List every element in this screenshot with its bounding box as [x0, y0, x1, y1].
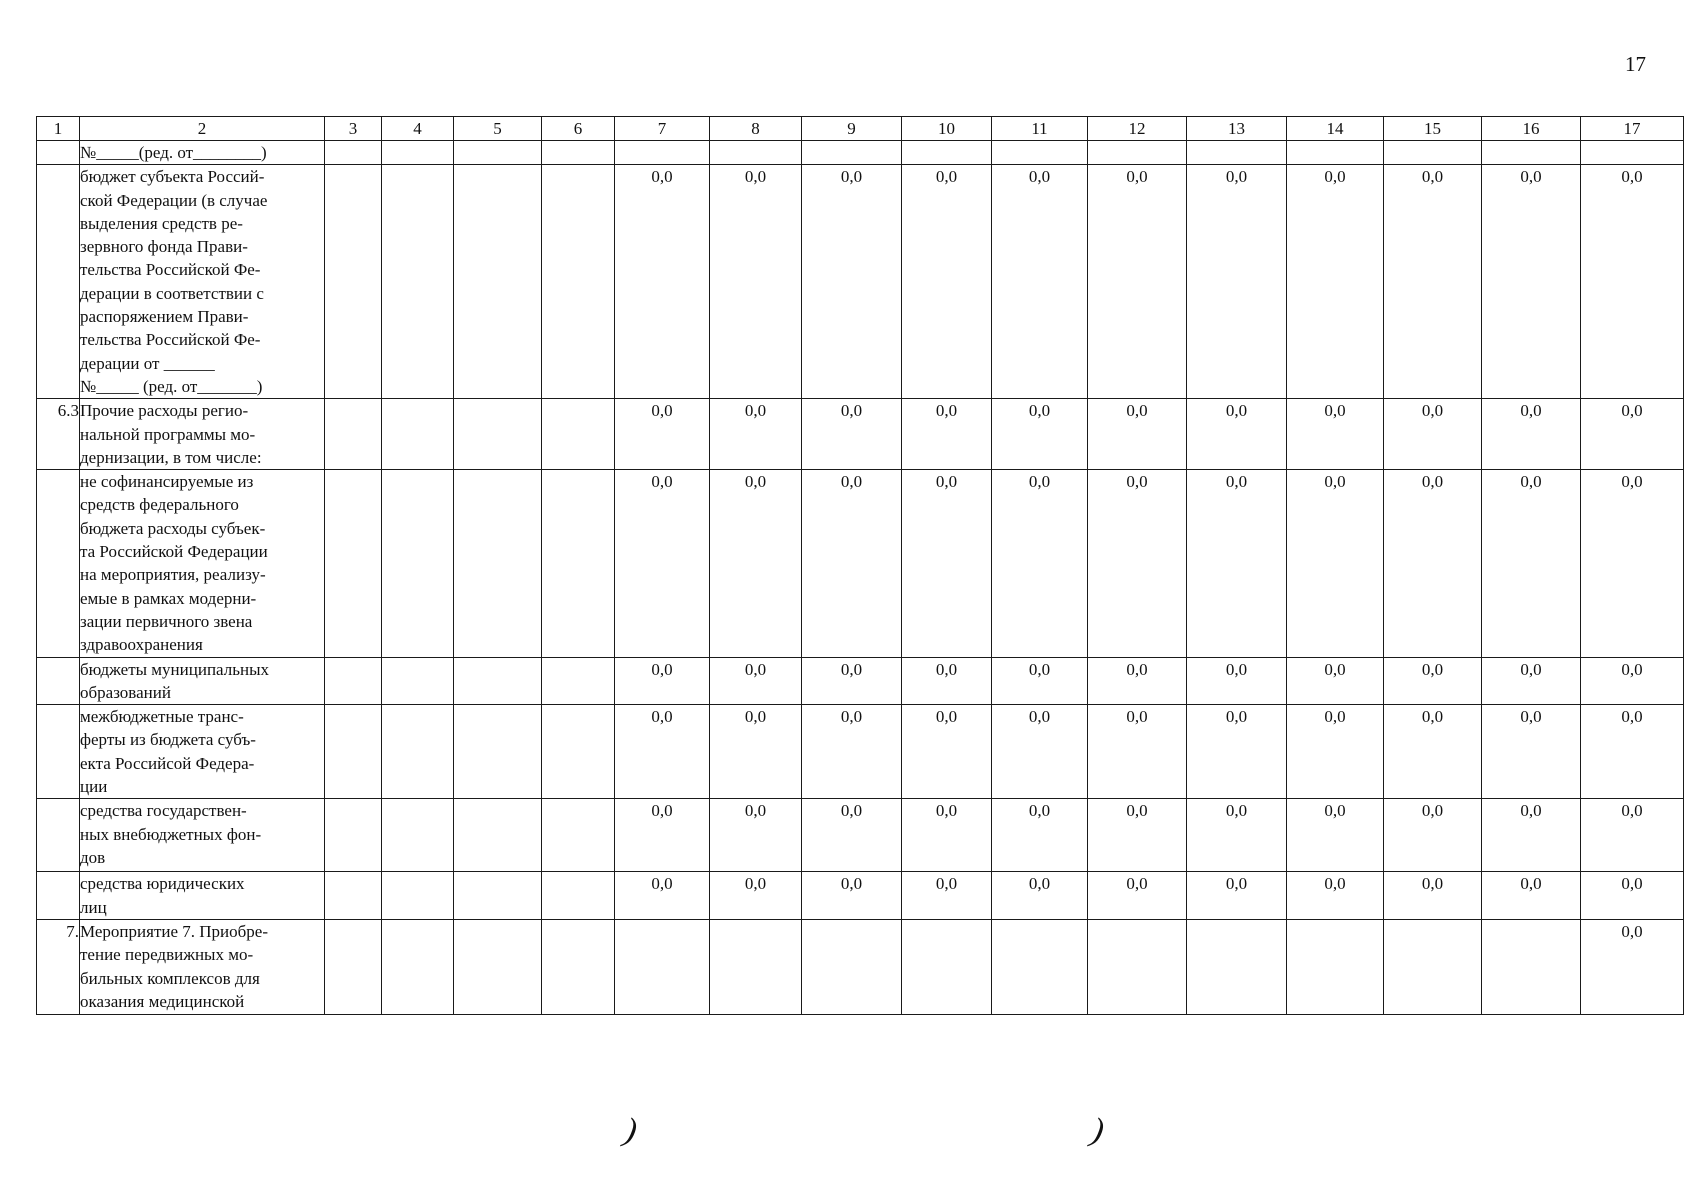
- column-header: 4: [382, 117, 454, 141]
- table-row: [37, 470, 1684, 657]
- value-cell: 0,0: [1581, 470, 1684, 657]
- value-cell: [382, 919, 454, 1014]
- value-cell: 0,0: [1187, 705, 1287, 799]
- value-cell: [1088, 141, 1187, 165]
- value-cell: [382, 872, 454, 920]
- column-header: 1: [37, 117, 80, 141]
- value-cell: 0,0: [615, 657, 710, 705]
- row-label-cell: не софинансируемые из средств федерального бюджета расходы субъек- та Российской Федерации на мероприятия, реализу- емые в рамках модерни- зации первичного звена здравоохранения: [80, 470, 325, 657]
- column-header: 16: [1482, 117, 1581, 141]
- column-header: 14: [1287, 117, 1384, 141]
- value-cell: 0,0: [710, 470, 802, 657]
- value-cell: 0,0: [1187, 399, 1287, 470]
- value-cell: [902, 141, 992, 165]
- column-header-row: [37, 117, 1684, 141]
- column-header: 8: [710, 117, 802, 141]
- value-cell: 0,0: [1187, 799, 1287, 872]
- value-cell: 0,0: [615, 165, 710, 399]
- value-cell: 0,0: [1088, 657, 1187, 705]
- value-cell: 0,0: [802, 399, 902, 470]
- value-cell: [1088, 919, 1187, 1014]
- value-cell: [325, 705, 382, 799]
- row-index-cell: 6.3: [37, 399, 80, 470]
- table-body: [37, 117, 1684, 1015]
- value-cell: [1384, 919, 1482, 1014]
- value-cell: 0,0: [1482, 872, 1581, 920]
- value-cell: [325, 657, 382, 705]
- column-header: 5: [454, 117, 542, 141]
- value-cell: [325, 799, 382, 872]
- value-cell: [1287, 141, 1384, 165]
- value-cell: [542, 657, 615, 705]
- value-cell: 0,0: [1384, 399, 1482, 470]
- value-cell: 0,0: [710, 872, 802, 920]
- column-header: 13: [1187, 117, 1287, 141]
- scan-artifact-mark: ): [1088, 1111, 1108, 1150]
- value-cell: [325, 141, 382, 165]
- value-cell: [1187, 141, 1287, 165]
- value-cell: [542, 141, 615, 165]
- value-cell: 0,0: [1287, 399, 1384, 470]
- value-cell: 0,0: [1287, 799, 1384, 872]
- value-cell: 0,0: [1384, 799, 1482, 872]
- row-index-cell: [37, 705, 80, 799]
- value-cell: [802, 919, 902, 1014]
- value-cell: 0,0: [902, 165, 992, 399]
- value-cell: 0,0: [710, 657, 802, 705]
- value-cell: 0,0: [992, 705, 1088, 799]
- row-label-cell: Мероприятие 7. Приобре- тение передвижных мо- бильных комплексов для оказания медицинской: [80, 919, 325, 1014]
- value-cell: [382, 165, 454, 399]
- value-cell: 0,0: [1482, 399, 1581, 470]
- value-cell: [542, 165, 615, 399]
- table-row: [37, 165, 1684, 399]
- value-cell: [802, 141, 902, 165]
- value-cell: 0,0: [1287, 872, 1384, 920]
- value-cell: 0,0: [1581, 657, 1684, 705]
- value-cell: 0,0: [802, 470, 902, 657]
- value-cell: [382, 657, 454, 705]
- value-cell: [992, 141, 1088, 165]
- value-cell: 0,0: [1384, 165, 1482, 399]
- value-cell: 0,0: [902, 705, 992, 799]
- column-header: 11: [992, 117, 1088, 141]
- value-cell: [454, 141, 542, 165]
- value-cell: 0,0: [1581, 872, 1684, 920]
- value-cell: 0,0: [710, 399, 802, 470]
- value-cell: [542, 799, 615, 872]
- value-cell: 0,0: [1088, 705, 1187, 799]
- value-cell: 0,0: [710, 799, 802, 872]
- value-cell: 0,0: [710, 165, 802, 399]
- value-cell: 0,0: [1482, 657, 1581, 705]
- row-index-cell: [37, 872, 80, 920]
- value-cell: [454, 165, 542, 399]
- value-cell: [615, 919, 710, 1014]
- value-cell: 0,0: [1581, 705, 1684, 799]
- value-cell: 0,0: [902, 872, 992, 920]
- row-label-cell: №_____(ред. от________): [80, 141, 325, 165]
- table-row: [37, 919, 1684, 1014]
- column-header: 15: [1384, 117, 1482, 141]
- value-cell: [454, 470, 542, 657]
- value-cell: [1384, 141, 1482, 165]
- value-cell: 0,0: [1384, 872, 1482, 920]
- row-label-cell: Прочие расходы регио- нальной программы мо- дернизации, в том числе:: [80, 399, 325, 470]
- value-cell: 0,0: [992, 872, 1088, 920]
- value-cell: 0,0: [1187, 657, 1287, 705]
- row-label-cell: бюджет субъекта Россий- ской Федерации (в случае выделения средств ре- зервного фонда Прави- тельства Российской Фе- дерации в соответствии с распоряжением Прави- тельства Российской Фе- дерации от ______ №_____ (ред. от_______): [80, 165, 325, 399]
- value-cell: 0,0: [615, 799, 710, 872]
- value-cell: [1581, 141, 1684, 165]
- value-cell: 0,0: [1088, 799, 1187, 872]
- table-row: [37, 141, 1684, 165]
- value-cell: 0,0: [1088, 165, 1187, 399]
- value-cell: [615, 141, 710, 165]
- value-cell: [542, 872, 615, 920]
- page-number: 17: [1625, 52, 1646, 76]
- value-cell: [710, 141, 802, 165]
- value-cell: 0,0: [992, 657, 1088, 705]
- value-cell: 0,0: [992, 799, 1088, 872]
- value-cell: 0,0: [615, 705, 710, 799]
- value-cell: 0,0: [1088, 470, 1187, 657]
- value-cell: 0,0: [1187, 165, 1287, 399]
- value-cell: 0,0: [1482, 799, 1581, 872]
- value-cell: 0,0: [802, 657, 902, 705]
- table-row: [37, 705, 1684, 799]
- value-cell: [454, 657, 542, 705]
- value-cell: 0,0: [1187, 470, 1287, 657]
- table-row: [37, 799, 1684, 872]
- column-header: 6: [542, 117, 615, 141]
- row-index-cell: [37, 470, 80, 657]
- budget-table: [36, 116, 1684, 1015]
- value-cell: [992, 919, 1088, 1014]
- value-cell: 0,0: [992, 470, 1088, 657]
- value-cell: 0,0: [902, 657, 992, 705]
- value-cell: 0,0: [1088, 399, 1187, 470]
- value-cell: [454, 705, 542, 799]
- row-label-cell: средства государствен- ных внебюджетных фон- дов: [80, 799, 325, 872]
- value-cell: 0,0: [1287, 470, 1384, 657]
- row-label-cell: средства юридических лиц: [80, 872, 325, 920]
- value-cell: [1187, 919, 1287, 1014]
- column-header: 3: [325, 117, 382, 141]
- value-cell: 0,0: [802, 165, 902, 399]
- value-cell: 0,0: [1287, 657, 1384, 705]
- value-cell: 0,0: [902, 799, 992, 872]
- value-cell: [542, 705, 615, 799]
- value-cell: [382, 799, 454, 872]
- value-cell: 0,0: [615, 399, 710, 470]
- table-row: [37, 399, 1684, 470]
- row-index-cell: 7.: [37, 919, 80, 1014]
- value-cell: 0,0: [1384, 657, 1482, 705]
- value-cell: 0,0: [1482, 165, 1581, 399]
- row-label-cell: бюджеты муниципальных образований: [80, 657, 325, 705]
- row-index-cell: [37, 799, 80, 872]
- value-cell: [325, 399, 382, 470]
- value-cell: 0,0: [802, 872, 902, 920]
- value-cell: [382, 141, 454, 165]
- value-cell: 0,0: [1187, 872, 1287, 920]
- column-header: 17: [1581, 117, 1684, 141]
- value-cell: 0,0: [615, 872, 710, 920]
- value-cell: 0,0: [1581, 799, 1684, 872]
- value-cell: 0,0: [802, 799, 902, 872]
- value-cell: 0,0: [992, 399, 1088, 470]
- value-cell: [902, 919, 992, 1014]
- scan-artifact-mark: ): [621, 1111, 641, 1150]
- value-cell: 0,0: [1287, 165, 1384, 399]
- value-cell: 0,0: [615, 470, 710, 657]
- value-cell: [325, 872, 382, 920]
- value-cell: [325, 470, 382, 657]
- table-row: [37, 657, 1684, 705]
- value-cell: [1482, 919, 1581, 1014]
- value-cell: 0,0: [1581, 399, 1684, 470]
- row-index-cell: [37, 165, 80, 399]
- column-header: 7: [615, 117, 710, 141]
- value-cell: 0,0: [710, 705, 802, 799]
- table-row: [37, 872, 1684, 920]
- value-cell: [542, 919, 615, 1014]
- value-cell: 0,0: [992, 165, 1088, 399]
- value-cell: [542, 470, 615, 657]
- column-header: 2: [80, 117, 325, 141]
- value-cell: 0,0: [1384, 470, 1482, 657]
- value-cell: 0,0: [1581, 165, 1684, 399]
- value-cell: [325, 165, 382, 399]
- row-label-cell: межбюджетные транс- ферты из бюджета субъ- екта Российсой Федера- ции: [80, 705, 325, 799]
- value-cell: [454, 399, 542, 470]
- column-header: 12: [1088, 117, 1187, 141]
- column-header: 10: [902, 117, 992, 141]
- value-cell: 0,0: [1581, 919, 1684, 1014]
- value-cell: [454, 872, 542, 920]
- row-index-cell: [37, 657, 80, 705]
- value-cell: 0,0: [902, 399, 992, 470]
- value-cell: 0,0: [802, 705, 902, 799]
- value-cell: [382, 470, 454, 657]
- value-cell: 0,0: [1287, 705, 1384, 799]
- value-cell: 0,0: [1384, 705, 1482, 799]
- value-cell: [542, 399, 615, 470]
- value-cell: [710, 919, 802, 1014]
- value-cell: 0,0: [902, 470, 992, 657]
- value-cell: [382, 705, 454, 799]
- value-cell: [1482, 141, 1581, 165]
- value-cell: [1287, 919, 1384, 1014]
- value-cell: 0,0: [1482, 470, 1581, 657]
- column-header: 9: [802, 117, 902, 141]
- row-index-cell: [37, 141, 80, 165]
- value-cell: [454, 919, 542, 1014]
- value-cell: [325, 919, 382, 1014]
- value-cell: [382, 399, 454, 470]
- value-cell: 0,0: [1482, 705, 1581, 799]
- value-cell: [454, 799, 542, 872]
- value-cell: 0,0: [1088, 872, 1187, 920]
